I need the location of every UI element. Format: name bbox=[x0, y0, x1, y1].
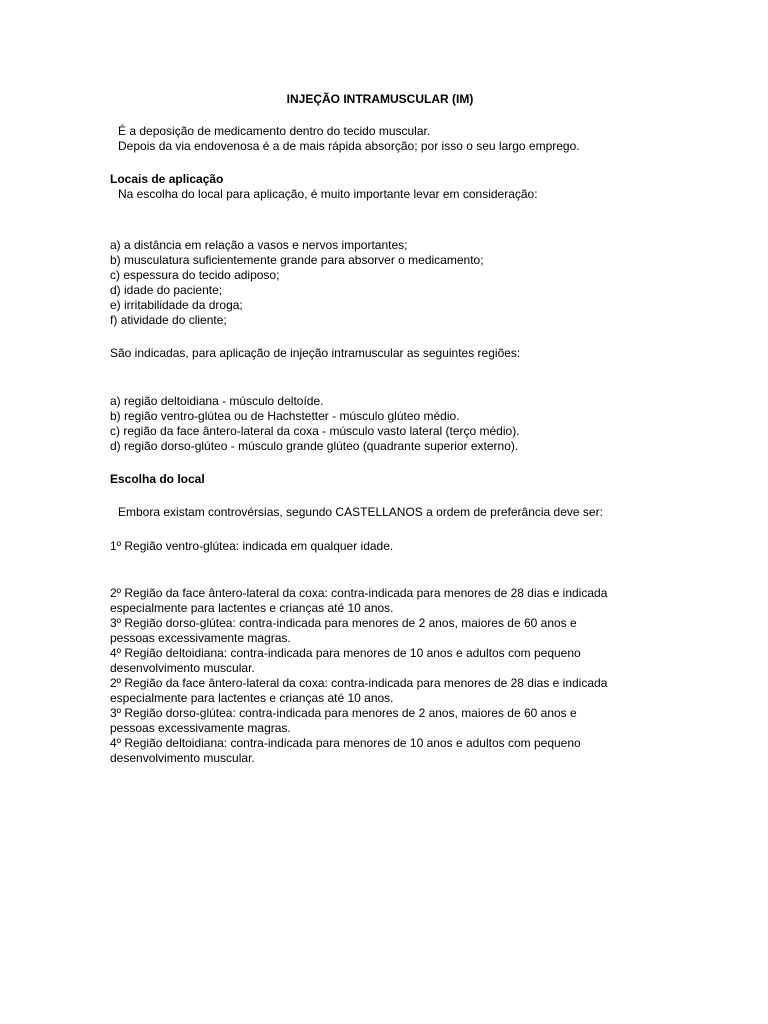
list-item: 3º Região dorso-glútea: contra-indicada para menores de 2 anos, maiores de 60 anos e bbox=[110, 706, 577, 720]
list-item: c) espessura do tecido adiposo; bbox=[110, 268, 280, 282]
intro-line: É a deposição de medicamento dentro do tecido muscular. bbox=[118, 124, 431, 138]
document-title: INJEÇÃO INTRAMUSCULAR (IM) bbox=[286, 92, 474, 106]
regioes-text-block bbox=[110, 346, 650, 361]
list-item: pessoas excessivamente magras. bbox=[110, 721, 291, 735]
escolha-heading: Escolha do local bbox=[110, 472, 205, 486]
intro-line: Depois da via endovenosa é a de mais rápida absorção; por isso o seu largo emprego. bbox=[118, 139, 580, 153]
intro-section bbox=[110, 124, 650, 154]
locais-section bbox=[110, 172, 650, 202]
list-item: especialmente para lactentes e crianças até 10 anos. bbox=[110, 691, 394, 705]
list-item: c) região da face ântero-lateral da coxa - músculo vasto lateral (terço médio). bbox=[110, 424, 520, 438]
locais-heading: Locais de aplicação bbox=[110, 172, 224, 186]
list-item: especialmente para lactentes e crianças até 10 anos. bbox=[110, 601, 394, 615]
list-item: d) região dorso-glúteo - músculo grande glúteo (quadrante superior externo). bbox=[110, 439, 519, 453]
list-item: 3º Região dorso-glútea: contra-indicada para menores de 2 anos, maiores de 60 anos e bbox=[110, 616, 577, 630]
locais-list bbox=[110, 238, 650, 328]
regioes-list bbox=[110, 394, 650, 454]
list-item: e) irritabilidade da droga; bbox=[110, 298, 243, 312]
escolha-first: 1º Região ventro-glútea: indicada em qualquer idade. bbox=[110, 539, 394, 553]
list-item: f) atividade do cliente; bbox=[110, 313, 227, 327]
list-item: d) idade do paciente; bbox=[110, 283, 223, 297]
list-item: b) região ventro-glútea ou de Hachstetter - músculo glúteo médio. bbox=[110, 409, 460, 423]
list-item: 4º Região deltoidiana: contra-indicada para menores de 10 anos e adultos com pequeno bbox=[110, 736, 581, 750]
locais-text: Na escolha do local para aplicação, é muito importante levar em consideração: bbox=[118, 187, 538, 201]
escolha-text-block bbox=[110, 505, 650, 520]
escolha-text: Embora existam controvérsias, segundo CASTELLANOS a ordem de preferância deve ser: bbox=[118, 505, 603, 519]
escolha-first-block bbox=[110, 539, 650, 554]
list-item: a) a distância em relação a vasos e nervos importantes; bbox=[110, 238, 408, 252]
list-item: pessoas excessivamente magras. bbox=[110, 631, 291, 645]
list-item: desenvolvimento muscular. bbox=[110, 661, 255, 675]
list-item: a) região deltoidiana - músculo deltoíde. bbox=[110, 394, 324, 408]
list-item: 2º Região da face ântero-lateral da coxa: contra-indicada para menores de 28 dias e indicada bbox=[110, 586, 608, 600]
regioes-text: São indicadas, para aplicação de injeção intramuscular as seguintes regiões: bbox=[110, 346, 521, 360]
list-item: 4º Região deltoidiana: contra-indicada para menores de 10 anos e adultos com pequeno bbox=[110, 646, 581, 660]
list-item: b) musculatura suficientemente grande para absorver o medicamento; bbox=[110, 253, 484, 267]
list-item: 2º Região da face ântero-lateral da coxa: contra-indicada para menores de 28 dias e indicada bbox=[110, 676, 608, 690]
escolha-heading-block bbox=[110, 472, 650, 487]
list-item: desenvolvimento muscular. bbox=[110, 751, 255, 765]
escolha-list bbox=[110, 586, 650, 766]
